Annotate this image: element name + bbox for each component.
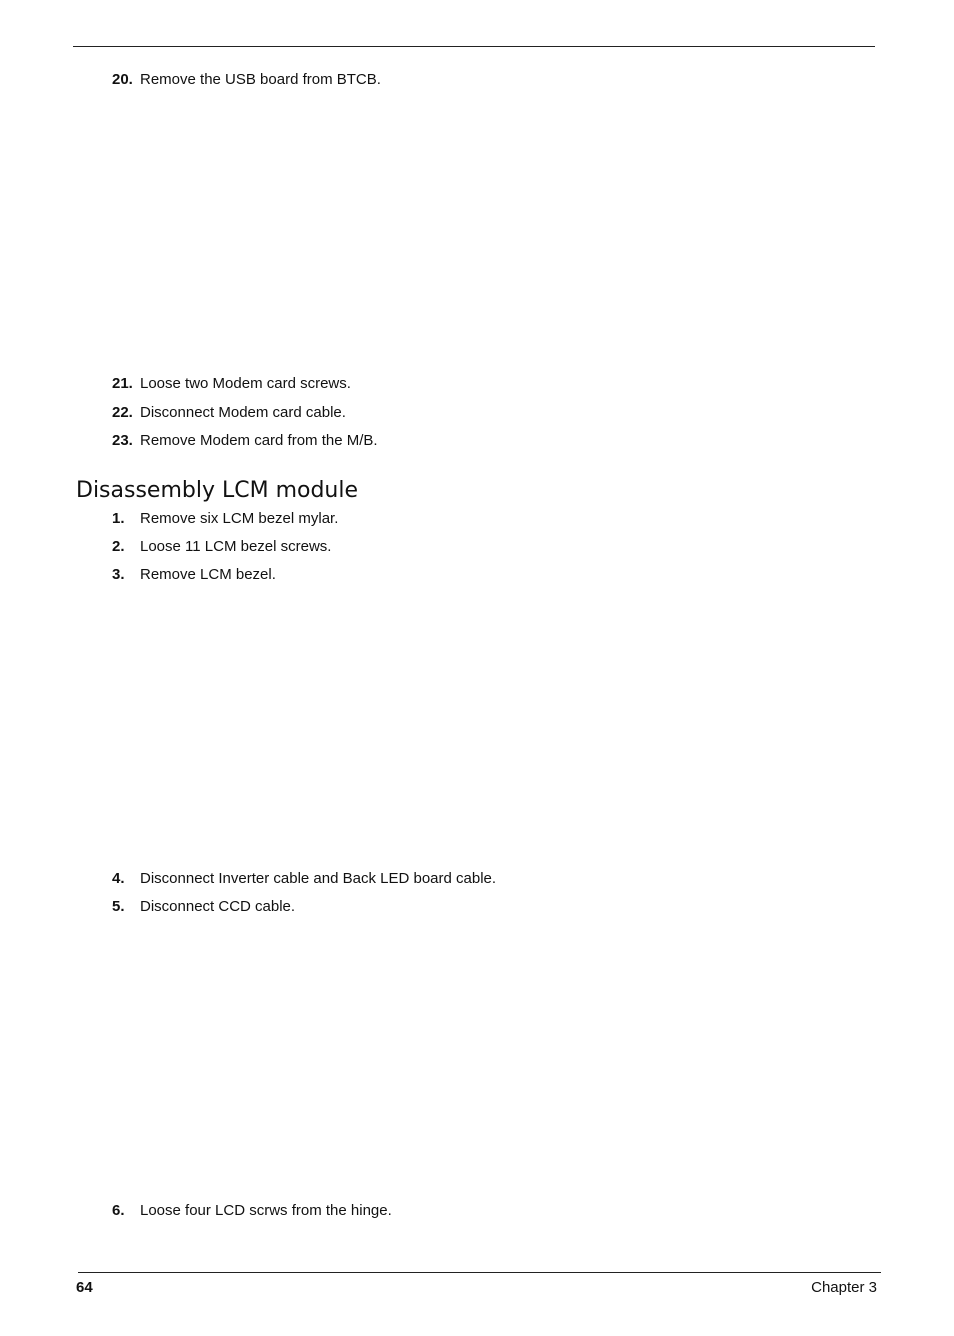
step-6 <box>112 1202 392 1220</box>
page-number: 64 <box>76 1279 93 1296</box>
step-text: Loose four LCD scrws from the hinge. <box>140 1202 392 1219</box>
step-text: Disconnect CCD cable. <box>140 898 296 915</box>
step-number: 1. <box>112 510 125 527</box>
step-number: 22. <box>112 404 133 421</box>
footer-rule <box>78 1272 881 1273</box>
step-3 <box>112 566 276 584</box>
step-number: 20. <box>112 71 133 88</box>
step-number: 2. <box>112 538 125 555</box>
step-number: 5. <box>112 898 125 915</box>
step-4 <box>112 870 496 888</box>
step-5 <box>112 898 295 916</box>
step-text: Remove Modem card from the M/B. <box>140 432 378 449</box>
step-number: 3. <box>112 566 125 583</box>
step-text: Remove LCM bezel. <box>140 566 276 583</box>
step-text: Disconnect Modem card cable. <box>140 404 346 421</box>
step-number: 4. <box>112 870 125 887</box>
header-rule <box>73 46 875 47</box>
step-21 <box>112 375 351 393</box>
step-number: 6. <box>112 1202 125 1219</box>
step-text: Disconnect Inverter cable and Back LED board cable. <box>140 870 497 887</box>
step-22 <box>112 404 346 422</box>
step-text: Loose two Modem card screws. <box>140 375 351 392</box>
section-title: Disassembly LCM module <box>76 478 359 503</box>
step-number: 23. <box>112 432 133 449</box>
step-20 <box>112 71 381 89</box>
step-text: Loose 11 LCM bezel screws. <box>140 538 332 555</box>
step-text: Remove six LCM bezel mylar. <box>140 510 339 527</box>
step-23 <box>112 432 378 450</box>
step-text: Remove the USB board from BTCB. <box>140 71 381 88</box>
step-number: 21. <box>112 375 133 392</box>
step-2 <box>112 538 331 556</box>
chapter-label: Chapter 3 <box>811 1279 877 1296</box>
step-1 <box>112 510 338 528</box>
